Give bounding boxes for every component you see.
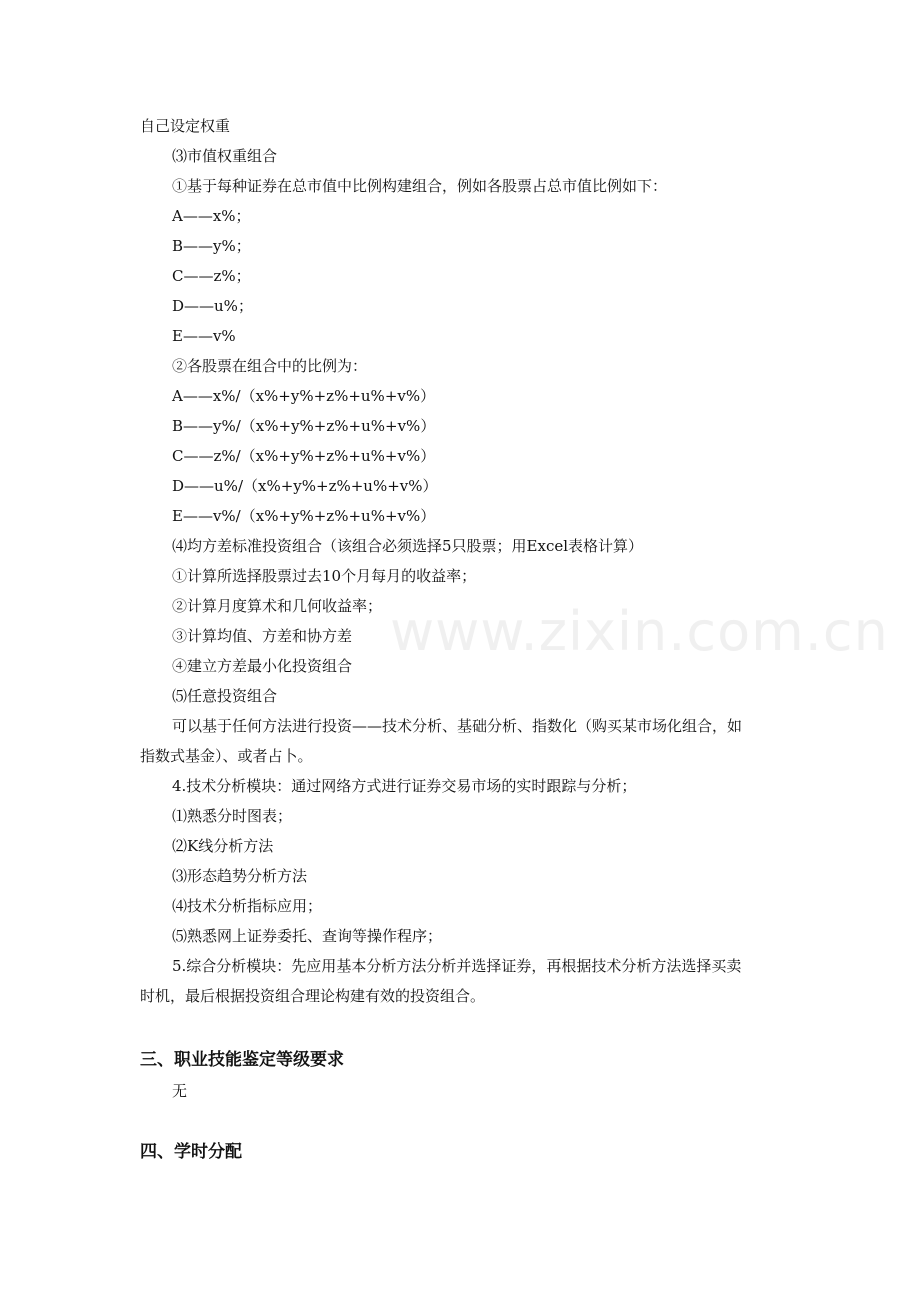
- text-line: ②计算月度算术和几何收益率；: [172, 597, 383, 615]
- text-line: ⑷技术分析指标应用；: [172, 897, 323, 915]
- text-line: C——z%；: [172, 267, 251, 285]
- text-line: D——u%/（x%+y%+z%+u%+v%）: [172, 477, 438, 495]
- text-line: ⑸任意投资组合: [172, 687, 278, 705]
- text-line: ⑷均方差标准投资组合（该组合必须选择5只股票；用Excel表格计算）: [172, 537, 644, 555]
- text-line: ⑶形态趋势分析方法: [172, 867, 308, 885]
- text-line: ⑸熟悉网上证券委托、查询等操作程序；: [172, 927, 443, 945]
- text-line: ⑴熟悉分时图表；: [172, 807, 293, 825]
- text-line: ⑵K线分析方法: [172, 837, 274, 855]
- text-line: D——u%；: [172, 297, 253, 315]
- text-line: 可以基于任何方法进行投资——技术分析、基础分析、指数化（购买某市场化组合，如: [172, 717, 743, 735]
- text-line: ③计算均值、方差和协方差: [172, 627, 353, 645]
- text-line: ②各股票在组合中的比例为：: [172, 357, 368, 375]
- text-line: ①计算所选择股票过去10个月每月的收益率；: [172, 567, 477, 585]
- text-line: A——x%/（x%+y%+z%+u%+v%）: [172, 387, 436, 405]
- section-body: 无: [172, 1082, 188, 1100]
- text-line: B——y%/（x%+y%+z%+u%+v%）: [172, 417, 436, 435]
- text-line: 时机，最后根据投资组合理论构建有效的投资组合。: [140, 987, 486, 1005]
- text-line: 自己设定权重: [140, 117, 231, 135]
- text-line: E——v%/（x%+y%+z%+u%+v%）: [172, 507, 436, 525]
- text-line: ①基于每种证券在总市值中比例构建组合，例如各股票占总市值比例如下：: [172, 177, 668, 195]
- text-line: 5.综合分析模块：先应用基本分析方法分析并选择证券，再根据技术分析方法选择买卖: [172, 957, 742, 975]
- text-line: B——y%；: [172, 237, 251, 255]
- text-line: ④建立方差最小化投资组合: [172, 657, 353, 675]
- section-heading: 三、职业技能鉴定等级要求: [140, 1050, 344, 1070]
- section-heading: 四、学时分配: [140, 1142, 242, 1162]
- text-line: A——x%；: [172, 207, 251, 225]
- text-line: 4.技术分析模块：通过网络方式进行证券交易市场的实时跟踪与分析；: [172, 777, 637, 795]
- text-line: ⑶市值权重组合: [172, 147, 278, 165]
- text-line: E——v%: [172, 327, 236, 345]
- text-line: 指数式基金）、或者占卜。: [140, 747, 313, 765]
- watermark: www.zixin.com.cn: [390, 600, 889, 663]
- text-line: C——z%/（x%+y%+z%+u%+v%）: [172, 447, 436, 465]
